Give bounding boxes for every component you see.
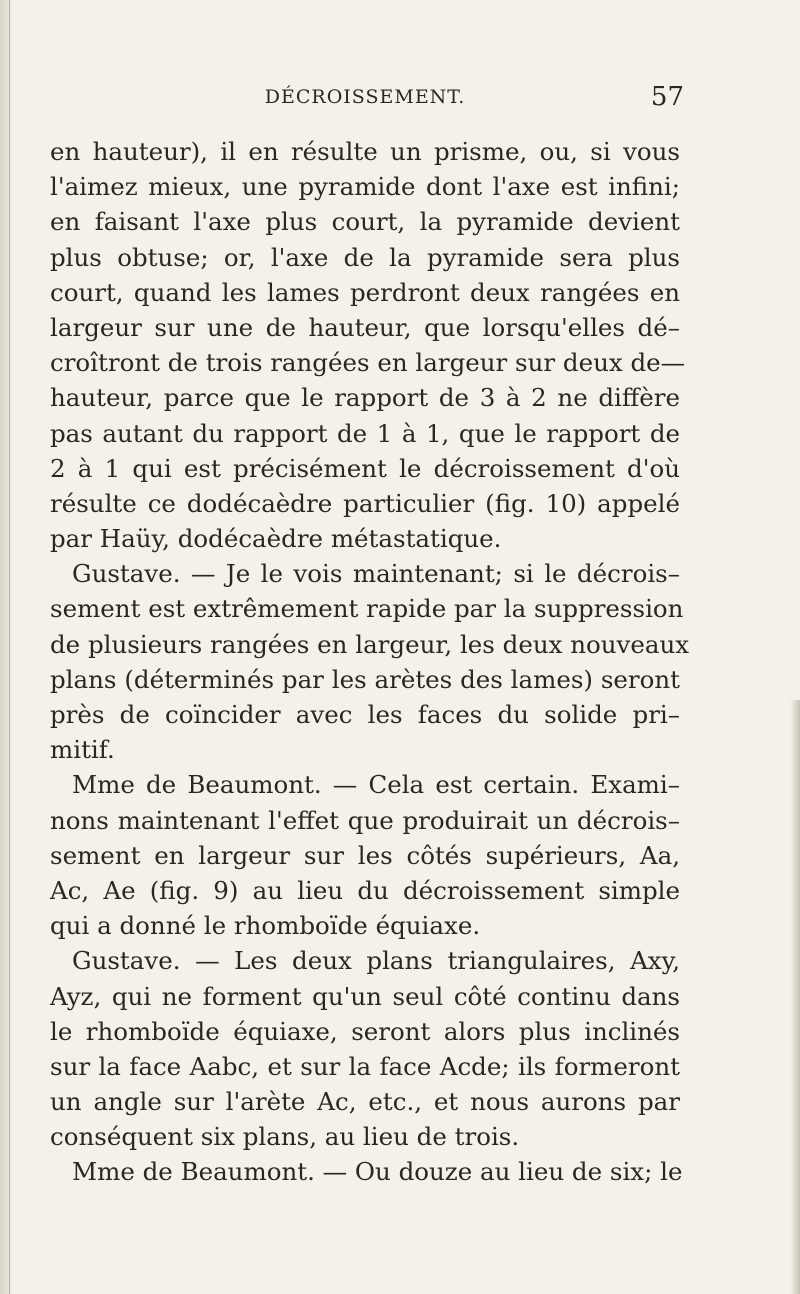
page-binding-shadow xyxy=(0,0,14,1294)
text-line: nons maintenant l'effet que produirait un décrois– xyxy=(50,805,680,835)
text-line: plus obtuse; or, l'axe de la pyramide sera plus xyxy=(50,242,680,272)
text-line: plans (déterminés par les arètes des lames) seront xyxy=(50,664,680,694)
text-line: qui a donné le rhomboïde équiaxe. xyxy=(50,911,481,941)
text-line: 2 à 1 qui est précisément le décroissement d'où xyxy=(50,453,680,483)
text-line: court, quand les lames perdront deux rangées en xyxy=(50,277,680,307)
text-line: le rhomboïde équiaxe, seront alors plus inclinés xyxy=(50,1016,680,1046)
text-line: l'aimez mieux, une pyramide dont l'axe est infini; xyxy=(50,172,680,202)
text-line-speaker: Mme de Beaumont. — Cela est certain. Exami– xyxy=(72,770,680,800)
text-line-speaker: Mme de Beaumont. — Ou douze au lieu de six; le xyxy=(72,1157,683,1187)
page-binding-line xyxy=(9,0,10,1294)
text-line-speaker: Gustave. — Les deux plans triangulaires, Axy, xyxy=(72,946,680,976)
text-line-speaker: Gustave. — Je le vois maintenant; si le décrois– xyxy=(72,559,680,589)
text-line: largeur sur une de hauteur, que lorsqu'elles dé– xyxy=(50,312,680,342)
running-title: DÉCROISSEMENT. xyxy=(264,86,466,108)
body-text xyxy=(50,134,690,1190)
text-line: en faisant l'axe plus court, la pyramide devient xyxy=(50,207,680,237)
text-line: mitif. xyxy=(50,735,115,765)
text-line: un angle sur l'arète Ac, etc., et nous aurons par xyxy=(50,1087,680,1117)
text-line: sement en largeur sur les côtés supérieurs, Aa, xyxy=(50,840,680,870)
text-line: sement est extrêmement rapide par la suppression xyxy=(50,594,684,624)
text-line: en hauteur), il en résulte un prisme, ou, si vous xyxy=(50,137,680,166)
text-line: hauteur, parce que le rapport de 3 à 2 ne diffère xyxy=(50,383,680,413)
running-head xyxy=(50,82,684,114)
page-number: 57 xyxy=(650,82,684,112)
text-line: pas autant du rapport de 1 à 1, que le rapport de xyxy=(50,418,680,448)
text-line: près de coïncider avec les faces du solide pri– xyxy=(50,700,680,729)
page-right-edge-shadow xyxy=(790,700,800,1294)
text-line: par Haüy, dodécaèdre métastatique. xyxy=(50,524,502,554)
text-line: Ayz, qui ne forment qu'un seul côté continu dans xyxy=(50,981,680,1011)
text-line: Ac, Ae (fig. 9) au lieu du décroissement simple xyxy=(50,875,680,905)
text-line: résulte ce dodécaèdre particulier (fig. 10) appelé xyxy=(50,488,680,518)
text-line: conséquent six plans, au lieu de trois. xyxy=(50,1122,520,1152)
text-line: sur la face Aabc, et sur la face Acde; ils formeront xyxy=(50,1051,680,1081)
text-line: de plusieurs rangées en largeur, les deux nouveaux xyxy=(50,629,690,659)
text-line: croîtront de trois rangées en largeur sur deux de— xyxy=(50,348,686,378)
